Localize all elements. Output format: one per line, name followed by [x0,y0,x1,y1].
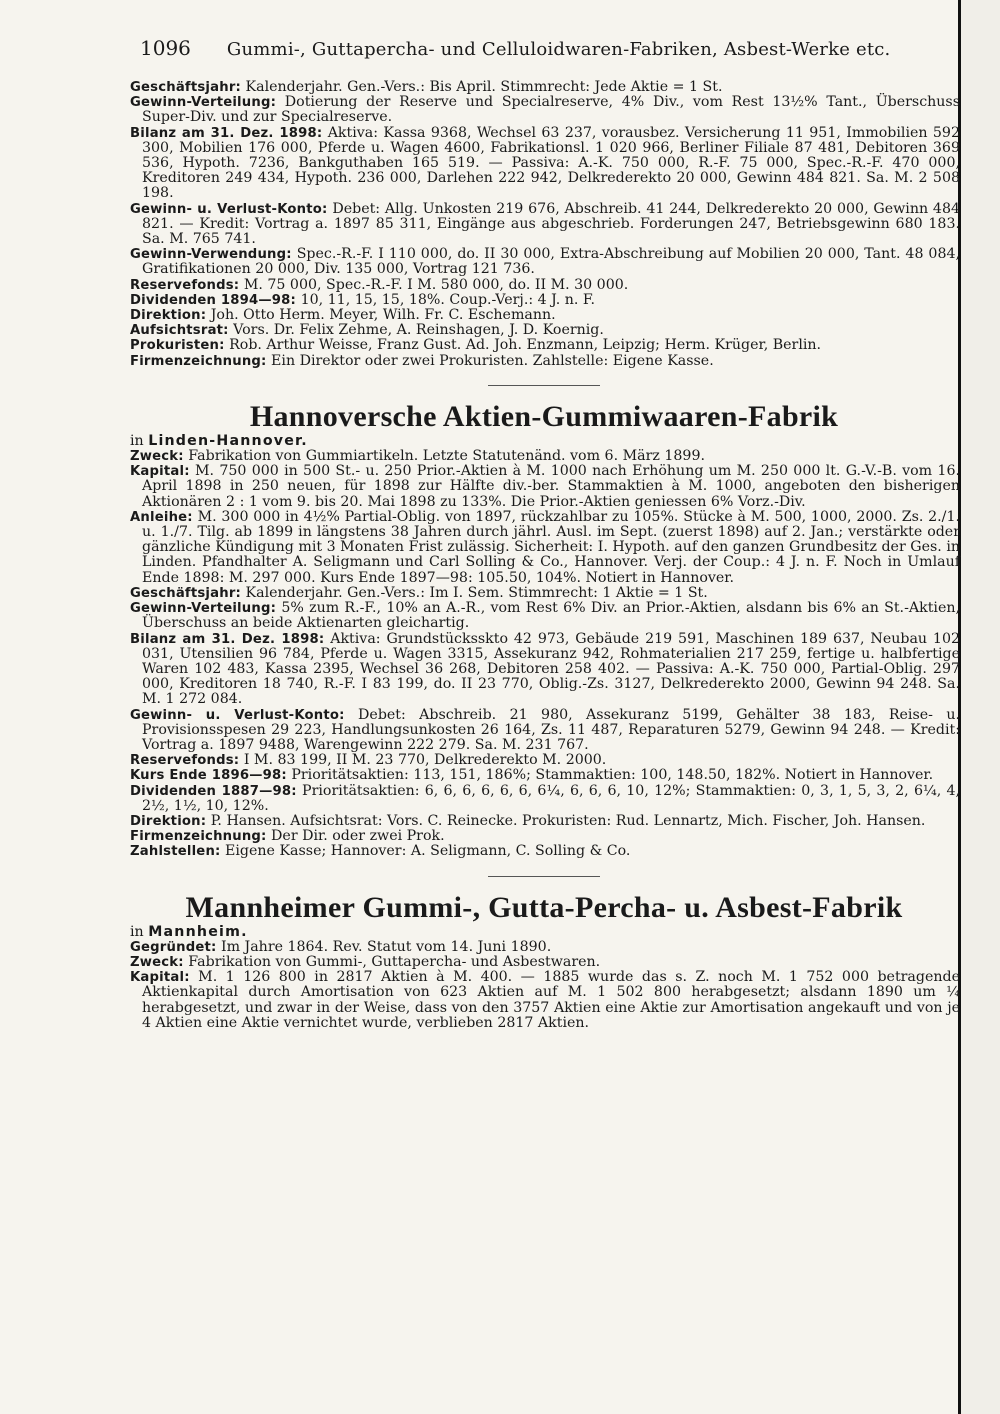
row-text: Debet: Allg. Unkosten 219 676, Abschreib. 41 244, Delkrederekto 20 000, Gewinn 484 821. — Kredit: Vortrag a. 1897 85 311, Eingänge aus abgeschrieb. Forderungen 247, Betriebsgewinn 680 183. Sa. M. 765 741. [142,200,961,248]
entry-row [128,829,960,844]
entry-row [128,126,960,202]
row-text: M. 750 000 in 500 St.- u. 250 Prior.-Aktien à M. 1000 nach Erhöhung um M. 250 000 lt. G.-V.-B. vom 16. April 1898 in 250 neuen, für 1898 zur Hälfte div.-ber. Stammaktien à M. 1000, angeboten den bisherigen Aktionären 2 : 1 vom 9. bis 20. Mai 1898 zu 133%. Die Prior.-Aktien geniessen 6% Vorz.-Div. [142,463,960,510]
company-location [128,434,960,449]
row-text: Prioritätsaktien: 113, 151, 186%; Stammaktien: 100, 148.50, 182%. Notiert in Hannover. [291,767,934,784]
entry-row [128,278,960,293]
row-label: Zweck: [130,954,184,970]
location-place: Mannheim. [148,923,248,940]
location-place: Linden-Hannover. [148,432,308,449]
company-title: Mannheimer Gummi-, Gutta-Percha- u. Asbest-Fabrik [185,890,903,924]
section-divider [488,385,600,386]
entry-row [128,338,960,353]
row-text: P. Hansen. Aufsichtsrat: Vors. C. Reinecke. Prokuristen: Rud. Lennartz, Mich. Fischer, Joh. Hansen. [210,812,926,829]
row-label: Firmenzeichnung: [130,353,267,369]
entry-previous-company [128,80,960,369]
entry-row [128,784,960,814]
page-number: 1096 [140,36,191,60]
row-label: Reservefonds: [130,753,240,769]
entry-row [128,449,960,464]
row-label: Kapital: [130,464,190,480]
row-label: Geschäftsjahr: [130,80,241,95]
company-location [128,925,960,940]
row-text: Joh. Otto Herm. Meyer, Wilh. Fr. C. Eschemann. [210,307,556,324]
entry-row [128,844,960,859]
row-text: Debet: Abschreib. 21 980, Assekuranz 5199, Gehälter 38 183, Reise- u. Provisionsspesen 29 223, Handlungsunkosten 26 164, Zs. 11 487, Reparaturen 5279, Gewinn 94 248. — Kredit: Vortrag a. 1897 9488, Warengewinn 222 279. Sa. M. 231 767. [142,706,960,753]
row-label: Dividenden 1887—98: [130,783,297,799]
page-gutter-shadow [958,0,1000,1414]
row-label: Gewinn-Verteilung: [130,601,277,617]
entry-hannoversche [128,400,960,860]
entry-row [128,970,960,1031]
row-label: Gewinn- u. Verlust-Konto: [130,707,345,723]
row-label: Direktion: [130,308,207,324]
row-label: Dividenden 1894—98: [130,292,297,308]
row-label: Gewinn-Verwendung: [130,247,292,263]
row-label: Kurs Ende 1896—98: [130,768,287,784]
row-text: Der Dir. oder zwei Prok. [271,828,445,845]
entry-row [128,202,960,248]
section-divider [488,876,600,877]
row-text: M. 75 000, Spec.-R.-F. I M. 580 000, do. II M. 30 000. [243,276,629,293]
entry-row [128,95,960,125]
row-label: Bilanz am 31. Dez. 1898: [130,125,323,141]
entry-row [128,768,960,783]
entry-row [128,510,960,586]
row-label: Geschäftsjahr: [130,585,241,601]
entry-row [128,247,960,277]
row-text: Aktiva: Kassa 9368, Wechsel 63 237, vorausbez. Versicherung 11 951, Immobilien 592 300, Mobilien 176 000, Pferde u. Wagen 4600, Fabrikationsl. 1 020 966, Berliner Filiale 87 481, Debitoren 369 536, Hypoth. 7236, Bankguthaben 165 519. — Passiva: A.-K. 750 000, R.-F. 75 000, Spec.-R.-F. 470 000, Kreditoren 249 434, Hypoth. 236 000, Darlehen 222 942, Delkrederekto 20 000, Gewinn 484 821. Sa. M. 2 508 198. [142,124,960,202]
row-text: Kalenderjahr. Gen.-Vers.: Bis April. Stimmrecht: Jede Aktie = 1 St. [245,79,723,95]
running-title: Gummi-, Guttapercha- und Celluloidwaren-Fabriken, Asbest-Werke etc. [226,39,891,60]
row-text: Rob. Arthur Weisse, Franz Gust. Ad. Joh. Enzmann, Leipzig; Herm. Krüger, Berlin. [229,337,822,354]
entry-row [128,632,960,708]
row-label: Prokuristen: [130,338,225,354]
row-text: Dotierung der Reserve und Specialreserve, 4% Div., vom Rest 13½% Tant., Überschuss Super-Div. und zur Specialreserve. [142,94,960,126]
entry-row [128,955,960,970]
row-text: Ein Direktor oder zwei Prokuristen. Zahlstelle: Eigene Kasse. [271,352,714,369]
running-header [128,36,960,60]
row-text: Kalenderjahr. Gen.-Vers.: Im I. Sem. Stimmrecht: 1 Aktie = 1 St. [245,584,708,601]
row-label: Firmenzeichnung: [130,829,267,845]
entry-row [128,293,960,308]
entry-row [128,80,960,95]
location-prefix: in [130,923,144,940]
entry-row [128,814,960,829]
row-label: Aufsichtsrat: [130,323,229,339]
row-label: Zahlstellen: [130,844,221,860]
row-text: 5% zum R.-F., 10% an A.-R., vom Rest 6% Div. an Prior.-Aktien, alsdann bis 6% an St.-Aktien, Überschuss an beide Aktienarten gleichartig. [142,600,960,632]
row-text: Eigene Kasse; Hannover: A. Seligmann, C. Solling & Co. [225,843,631,860]
row-text: Aktiva: Grundstücksskto 42 973, Gebäude 219 591, Maschinen 189 637, Neubau 102 031, Utensilien 96 784, Pferde u. Wagen 3315, Assekuranz 942, Rohmaterialien 217 259, fertige u. halbfertige Waren 102 483, Kassa 2395, Wechsel 36 268, Debitoren 258 402. — Passiva: A.-K. 750 000, Partial-Oblig. 297 000, Kreditoren 18 740, R.-F. I 83 199, do. II 23 770, Oblig.-Zs. 3127, Delkrederekto 2000, Gewinn 94 248. Sa. M. 1 272 084. [142,630,961,708]
row-text: M. 300 000 in 4½% Partial-Oblig. von 1897, rückzahlbar zu 105%. Stücke à M. 500, 1000, 2000. Zs. 2./1. u. 1./7. Tilg. ab 1899 in längstens 38 Jahren durch jährl. Ausl. im Sept. (zuerst 1898) auf 2. Jan.; verstärkte oder gänzliche Kündigung mit 3 Monaten Frist zulässig. Sicherheit: I. Hypoth. auf den ganzen Grundbesitz der Ges. in Linden. Pfandhalter A. Seligmann und Carl Solling & Co., Hannover. Verj. der Coup.: 4 J. n. F. Noch in Umlauf Ende 1898: M. 297 000. Kurs Ende 1897—98: 105.50, 104%. Notiert in Hannover. [142,508,960,586]
row-text: Vors. Dr. Felix Zehme, A. Reinshagen, J. D. Koernig. [233,322,604,339]
row-label: Zweck: [130,449,184,465]
row-label: Gegründet: [130,939,217,955]
location-prefix: in [130,432,144,449]
row-label: Gewinn-Verteilung: [130,95,277,111]
row-text: I M. 83 199, II M. 23 770, Delkrederekto M. 2000. [243,752,607,769]
row-text: Im Jahre 1864. Rev. Statut vom 14. Juni 1890. [220,938,552,955]
entry-row [128,708,960,754]
company-title: Hannoversche Aktien-Gummiwaaren-Fabrik [249,399,839,433]
row-label: Kapital: [130,970,190,986]
entry-row [128,940,960,955]
entry-row [128,354,960,369]
row-label: Reservefonds: [130,277,240,293]
entry-mannheimer [128,891,960,1031]
row-text: 10, 11, 15, 15, 18%. Coup.-Verj.: 4 J. n. F. [300,291,596,308]
entry-row [128,308,960,323]
entry-row [128,323,960,338]
row-text: Fabrikation von Gummi-, Guttapercha- und Asbestwaren. [188,953,601,970]
row-text: Spec.-R.-F. I 110 000, do. II 30 000, Extra-Abschreibung auf Mobilien 20 000, Tant. 48 084, Gratifikationen 20 000, Div. 135 000, Vortrag 121 736. [142,246,961,278]
row-text: Prioritätsaktien: 6, 6, 6, 6, 6, 6, 6¼, 6, 6, 6, 10, 12%; Stammaktien: 0, 3, 1, 5, 3, 2, 6¼, 4, 2½, 1½, 10, 12%. [142,782,961,814]
row-text: M. 1 126 800 in 2817 Aktien à M. 400. — 1885 wurde das s. Z. noch M. 1 752 000 betragende Aktienkapital durch Amortisation von 623 Aktien auf M. 1 502 800 herabgesetzt; alsdann 1890 um ¼ herabgesetzt, und zwar in der Weise, dass von den 3757 Aktien eine Aktie zur Amortisation angekauft und von je 4 Aktien eine Aktie vernichtet wurde, verblieben 2817 Aktien. [142,969,960,1031]
entry-row [128,753,960,768]
row-label: Bilanz am 31. Dez. 1898: [130,631,325,647]
row-label: Anleihe: [130,509,193,525]
book-page [128,36,960,1031]
entry-row [128,601,960,631]
entry-row [128,464,960,510]
entry-row [128,586,960,601]
row-label: Gewinn- u. Verlust-Konto: [130,201,328,217]
row-text: Fabrikation von Gummiartikeln. Letzte Statutenänd. vom 6. März 1899. [188,448,705,465]
row-label: Direktion: [130,813,207,829]
